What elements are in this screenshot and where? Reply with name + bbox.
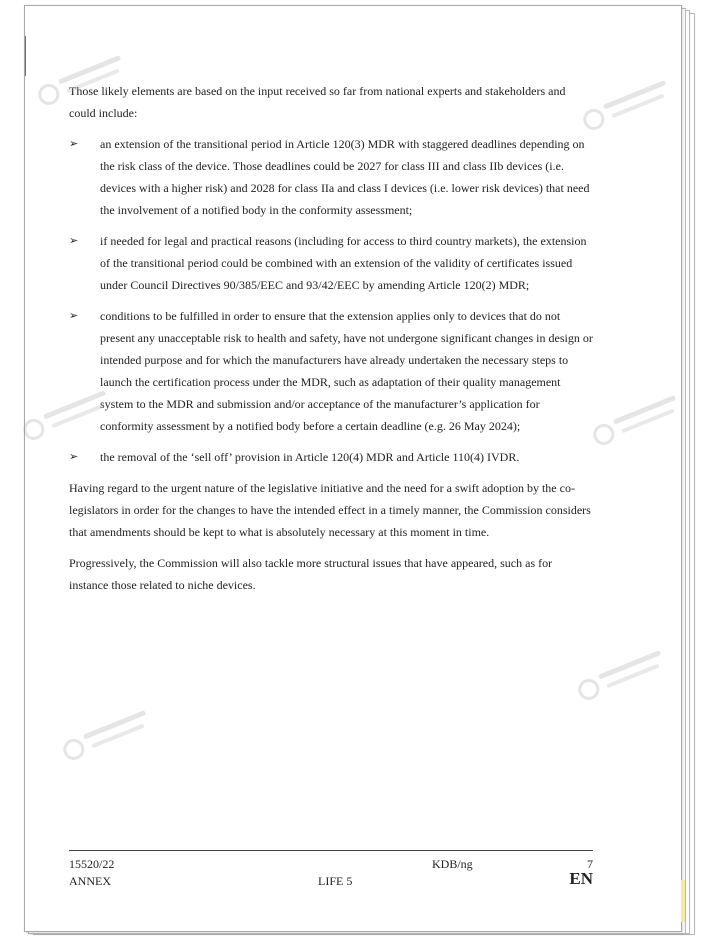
arrow-bullet-icon: ➢ xyxy=(69,137,79,150)
arrow-bullet-icon: ➢ xyxy=(69,309,79,322)
urgent-paragraph: Having regard to the urgent nature of the legislative initiative and the need for a swift adoption by the co-legislators in order for the changes to have the intended effect in a timely manner, the Commission considers that amendments should be kept to what is absolutely necessary at this moment in time. xyxy=(69,481,591,539)
document-body xyxy=(69,80,593,605)
arrow-bullet-icon: ➢ xyxy=(69,234,79,247)
footer-initials: KDB/ng xyxy=(432,857,473,871)
footer-directorate: LIFE 5 xyxy=(318,874,353,888)
page-edge-tab xyxy=(681,880,685,922)
structural-paragraph: Progressively, the Commission will also tackle more structural issues that have appeared, such as for instance those related to niche devices. xyxy=(69,556,553,592)
footer-page-number: 7 xyxy=(587,857,593,871)
footer-language: EN xyxy=(569,869,593,888)
bullet-text: an extension of the transitional period in Article 120(3) MDR with staggered deadlines depending on the risk class of the device. Those deadlines could be 2027 for class III and class IIb devices (i.e. devices with a higher risk) and 2028 for class IIa and class I devices (i.e. lower risk devices) that need the involvement of a notified body in the conformity assessment; xyxy=(100,137,590,217)
bullet-text: conditions to be fulfilled in order to ensure that the extension applies only to devices that do not present any unacceptable risk to health and safety, have not undergone significant changes in design or intended purpose and for which the manufacturers have already undertaken the necessary steps to launch the certification process under the MDR, such as adaptation of their quality management system to the MDR and submission and/or acceptance of the manufacturer’s application for conformity assessment by a notified body before a certain deadline (e.g. 26 May 2024); xyxy=(100,309,593,433)
bullet-item xyxy=(69,133,593,221)
bullet-text: the removal of the ‘sell off’ provision in Article 120(4) MDR and Article 110(4) IVDR. xyxy=(100,450,520,464)
bullet-item xyxy=(69,446,593,468)
arrow-bullet-icon: ➢ xyxy=(69,450,79,463)
page-edge-marker xyxy=(25,36,26,76)
footer-rule xyxy=(69,850,593,851)
bullet-item xyxy=(69,305,593,437)
footer-doc-number: 15520/22 xyxy=(69,857,115,871)
footer-annex: ANNEX xyxy=(69,874,111,888)
bullet-item xyxy=(69,230,593,296)
bullet-text: if needed for legal and practical reasons (including for access to third country markets), the extension of the transitional period could be combined with an extension of the validity of certificates issued under Council Directives 90/385/EEC and 93/42/EEC by amending Article 120(2) MDR; xyxy=(100,234,587,292)
intro-paragraph: Those likely elements are based on the input received so far from national experts and stakeholders and could include: xyxy=(69,84,566,120)
